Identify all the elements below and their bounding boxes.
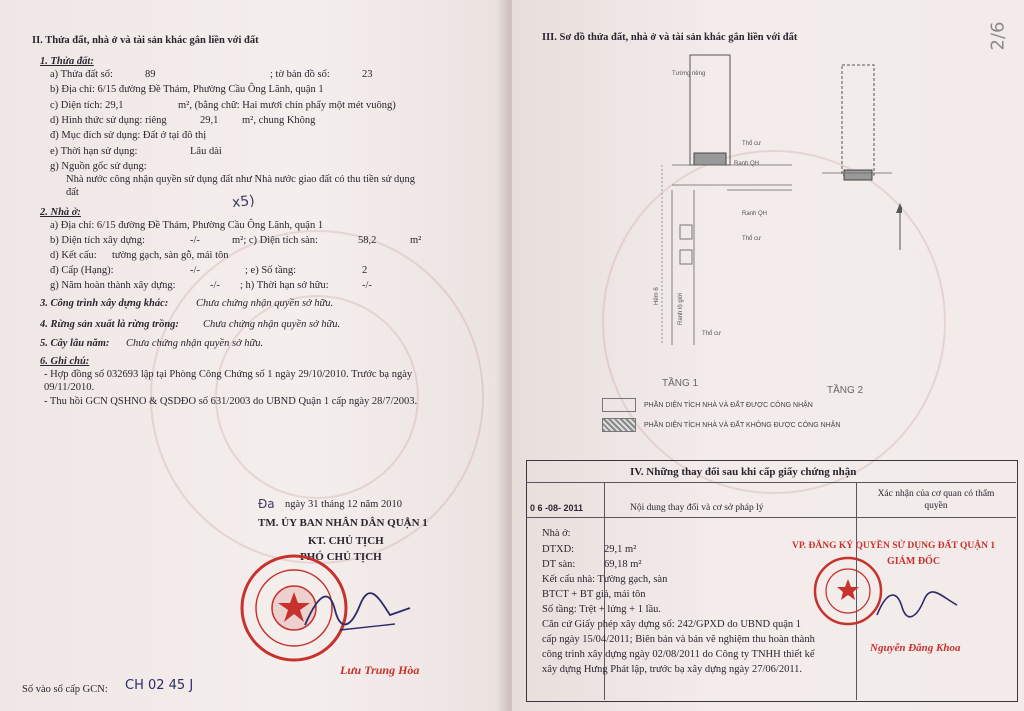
signing-org: TM. ỦY BAN NHÂN DÂN QUẬN 1 [258, 517, 428, 529]
office-role: GIÁM ĐỐC [887, 556, 941, 567]
item4-label: 4. Rừng sản xuất là rừng trồng: [40, 319, 179, 330]
change-heading: Nhà ở: [542, 528, 571, 539]
signing-date: ngày 31 tháng 12 năm 2010 [285, 499, 402, 510]
notes-heading: 6. Ghi chú: [40, 356, 90, 367]
item5-value: Chưa chứng nhận quyền sở hữu. [126, 338, 264, 349]
floor-plan [642, 45, 902, 385]
floor2-label: TẦNG 2 [827, 385, 864, 396]
page-number: 2/6 [987, 21, 1009, 51]
legend-swatch-2 [602, 418, 636, 432]
house-c-value: 58,2 [358, 235, 377, 246]
note-1: - Hợp đồng số 032693 lập tại Phòng Công Chứng số 1 ngày 29/10/2010. Trước bạ ngày [44, 369, 413, 380]
handwritten-mark: x5) [231, 192, 256, 212]
plan-label-5: Ranh QH [742, 211, 768, 217]
land-dd: đ) Mục đích sử dụng: Đất ở tại đô thị [50, 130, 207, 141]
house-a: a) Địa chỉ: 6/15 đường Đề Thám, Phường Cầu Ông Lãnh, quận 1 [50, 220, 324, 231]
house-e-label: ; e) Số tầng: [245, 265, 297, 276]
note-1b: 09/11/2010. [44, 382, 95, 393]
land-d-rest: m², chung Không [242, 115, 316, 126]
header-content: Nội dung thay đổi và cơ sở pháp lý [630, 503, 764, 513]
legend-1: PHẦN DIỆN TÍCH NHÀ VÀ ĐẤT ĐƯỢC CÔNG NHẬN [644, 402, 813, 409]
item3-value: Chưa chứng nhận quyền sở hữu. [196, 298, 334, 309]
office-signer: Nguyễn Đăng Khoa [870, 642, 961, 654]
header-date: 0 6 -08- 2011 [530, 503, 584, 513]
change-sotang: Số tầng: Trệt + lửng + 1 lầu. [542, 604, 662, 615]
house-d-label: d) Kết cấu: [50, 250, 97, 261]
legend-swatch-1 [602, 398, 636, 412]
change-dtxd-label: DTXD: [542, 544, 575, 555]
plan-label-4: Ranh lộ giới [678, 292, 684, 325]
right-page [512, 0, 1024, 711]
house-heading: 2. Nhà ở: [40, 207, 81, 218]
house-c-unit: m² [410, 235, 422, 246]
house-dd-label: đ) Cấp (Hạng): [50, 265, 114, 276]
house-g-label: g) Năm hoàn thành xây dựng: [50, 280, 176, 291]
house-b-value: -/- [190, 235, 200, 246]
land-a-label: a) Thửa đất số: [50, 69, 113, 80]
signing-role-2: PHÓ CHỦ TỊCH [300, 551, 382, 563]
change-cancu-4: xây dựng Hưng Phát lập, trước bạ xây dựng ngày 27/06/2011. [542, 664, 803, 675]
signer-name: Lưu Trung Hòa [340, 663, 420, 677]
plan-label-8: Tường riêng [672, 71, 706, 77]
house-dd-value: -/- [190, 265, 200, 276]
land-map-value: 23 [362, 69, 373, 80]
change-ketcau-2: BTCT + BT giả, mái tôn [542, 589, 646, 600]
plan-label-7: Thổ cư [702, 331, 722, 337]
section4-title: IV. Những thay đổi sau khi cấp giấy chứng nhận [630, 466, 857, 478]
house-g-value: -/- [210, 280, 220, 291]
land-map-label: ; tờ bản đồ số: [270, 69, 330, 80]
signature-left [300, 580, 420, 640]
vao-so-value: CH 02 45 J [125, 678, 194, 693]
date-prefix: Đa [258, 497, 275, 511]
header-confirm: Xác nhận của cơ quan có thẩm quyền [877, 489, 995, 511]
plan-label-1: Ranh QH [734, 161, 760, 167]
change-dts-label: DT sàn: [542, 559, 576, 570]
house-e-value: 2 [362, 265, 368, 276]
plan-label-3: Hẻm 6 [654, 287, 660, 305]
section2-title: II. Thửa đất, nhà ở và tài sản khác gắn liền với đất [32, 35, 259, 46]
land-b: b) Địa chỉ: 6/15 đường Đề Thám, Phường Cầu Ông Lãnh, quận 1 [50, 84, 324, 95]
land-e-label: e) Thời hạn sử dụng: [50, 146, 138, 157]
change-ketcau: Kết cấu nhà: Tường gạch, sàn [542, 574, 668, 585]
land-c-rest: m², (bằng chữ: Hai mươi chín phẩy một mét vuông) [178, 100, 396, 111]
house-h-value: -/- [362, 280, 372, 291]
house-h-label: ; h) Thời hạn sở hữu: [240, 280, 329, 291]
land-g2: Nhà nước công nhận quyền sử dụng đất như Nhà nước giao đất có thu tiền sử dụng [66, 174, 415, 185]
land-g: g) Nguồn gốc sử dụng: [50, 161, 147, 172]
house-b-unit: m²; c) Diện tích sàn: [232, 235, 318, 246]
plan-label-6: Thổ cư [742, 236, 762, 242]
vao-so-label: Số vào sổ cấp GCN: [22, 684, 108, 695]
land-e-value: Lâu dài [190, 146, 222, 157]
office-name: VP. ĐĂNG KÝ QUYỀN SỬ DỤNG ĐẤT QUẬN 1 [792, 541, 996, 551]
house-d-value: tường gạch, sàn gỗ, mái tôn [112, 250, 229, 261]
change-cancu-3: công trình xây dựng ngày 02/08/2011 do Công ty TNHH thiết kế [542, 649, 815, 660]
item4-value: Chưa chứng nhận quyền sở hữu. [203, 319, 341, 330]
plan-label-2: Thổ cư [742, 141, 762, 147]
land-g3: đất [66, 187, 79, 198]
change-cancu-2: cấp ngày 15/04/2011; Biên bản và bản vẽ nghiệm thu hoàn thành [542, 634, 815, 645]
change-cancu-1: Căn cứ Giấy phép xây dựng số: 242/GPXD do UBND quận 1 [542, 619, 801, 630]
floor1-label: TẦNG 1 [662, 378, 699, 389]
signature-right [872, 585, 962, 625]
signing-role-1: KT. CHỦ TỊCH [308, 535, 384, 547]
item3-label: 3. Công trình xây dựng khác: [40, 298, 169, 309]
house-b-label: b) Diện tích xây dựng: [50, 235, 145, 246]
item5-label: 5. Cây lâu năm: [40, 338, 110, 349]
change-dts-value: 69,18 m² [604, 559, 642, 570]
section3-title: III. Sơ đồ thửa đất, nhà ở và tài sản khác gắn liền với đất [542, 32, 798, 43]
change-dtxd-value: 29,1 m² [604, 544, 637, 555]
land-heading: 1. Thửa đất: [40, 56, 94, 67]
legend-2: PHẦN DIỆN TÍCH NHÀ VÀ ĐẤT KHÔNG ĐƯỢC CÔNG NHẬN [644, 422, 841, 429]
land-d-value: 29,1 [200, 115, 219, 126]
note-2: - Thu hồi GCN QSHNO & QSDĐO số 631/2003 do UBND Quận 1 cấp ngày 28/7/2003. [44, 396, 418, 407]
land-a-value: 89 [145, 69, 156, 80]
land-d-label: d) Hình thức sử dụng: riêng [50, 115, 167, 126]
land-c-label: c) Diện tích: 29,1 [50, 100, 124, 111]
